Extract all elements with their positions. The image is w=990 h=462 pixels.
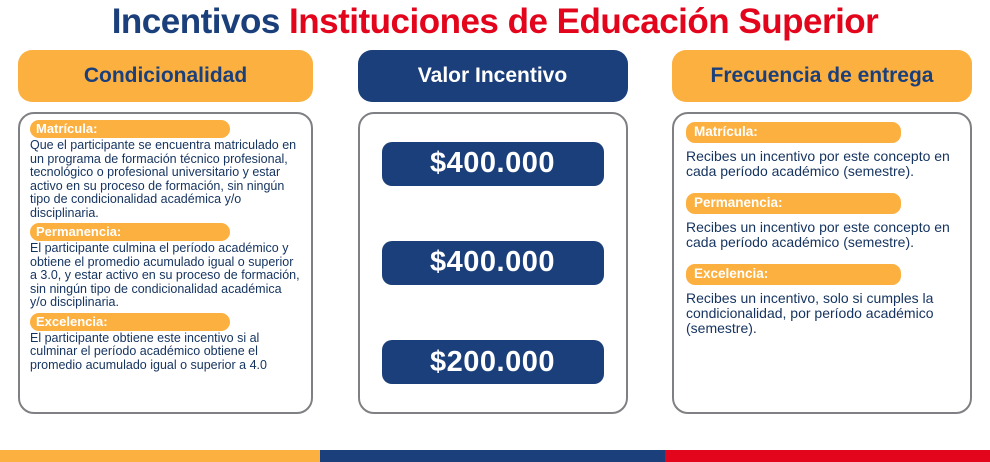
frecuencia-item [686, 193, 958, 250]
bar-segment-orange [0, 450, 320, 462]
bottom-color-bar [0, 450, 990, 462]
card-frecuencia [672, 112, 972, 414]
valor-incentivo-permanencia: $400.000 [382, 241, 604, 285]
bar-segment-red [665, 450, 990, 462]
frecuencia-text-permanencia: Recibes un incentivo por este concepto en cada período académico (semestre). [686, 219, 950, 250]
condicionalidad-label-excelencia: Excelencia: [30, 313, 230, 331]
condicionalidad-label-permanencia: Permanencia: [30, 223, 230, 241]
column-headers [0, 42, 990, 102]
title-part-blue: Incentivos [111, 2, 290, 41]
frecuencia-text-excelencia: Recibes un incentivo, solo si cumples la condicionalidad, por período académico (semestre). [686, 290, 934, 336]
bar-segment-navy [320, 450, 665, 462]
card-valor-incentivo [358, 112, 628, 414]
page-title [0, 0, 990, 42]
columns-row [0, 102, 990, 414]
valor-incentivo-matricula: $400.000 [382, 142, 604, 186]
header-valor-incentivo: Valor Incentivo [358, 50, 628, 102]
condicionalidad-item [30, 120, 301, 220]
frecuencia-label-matricula: Matrícula: [686, 122, 901, 143]
condicionalidad-text-matricula: Que el participante se encuentra matriculado en un programa de formación técnico profesional, tecnológico o profesional universitario y estar activo en su proceso de formación, sin ningún tipo de condicionalidad académica y/o disciplinaria. [30, 138, 297, 220]
condicionalidad-item [30, 313, 301, 373]
condicionalidad-label-matricula: Matrícula: [30, 120, 230, 138]
frecuencia-label-excelencia: Excelencia: [686, 264, 901, 285]
frecuencia-item [686, 122, 958, 179]
card-condicionalidad [18, 112, 313, 414]
valor-incentivo-excelencia: $200.000 [382, 340, 604, 384]
frecuencia-text-matricula: Recibes un incentivo por este concepto en cada período académico (semestre). [686, 148, 950, 179]
header-condicionalidad: Condicionalidad [18, 50, 313, 102]
frecuencia-item [686, 264, 958, 336]
frecuencia-label-permanencia: Permanencia: [686, 193, 901, 214]
condicionalidad-text-permanencia: El participante culmina el período académico y obtiene el promedio acumulado igual o superior a 3.0, y estar activo en su proceso de formación, sin ningún tipo de condicionalidad académica y/o disciplinaria. [30, 241, 300, 309]
condicionalidad-item [30, 223, 301, 310]
header-frecuencia: Frecuencia de entrega [672, 50, 972, 102]
condicionalidad-text-excelencia: El participante obtiene este incentivo si al culminar el período académico obtiene el promedio acumulado igual o superior a 4.0 [30, 330, 267, 372]
title-part-red: Instituciones de Educación Superior [289, 2, 879, 41]
